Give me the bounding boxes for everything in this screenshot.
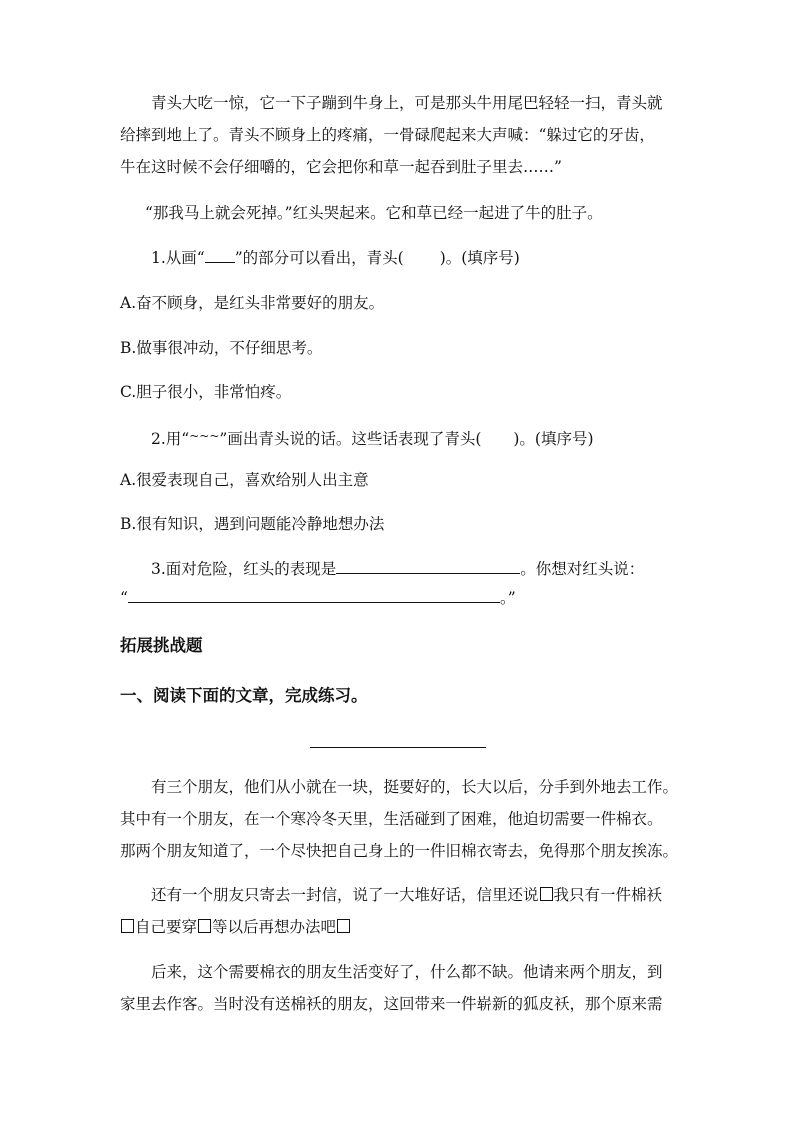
article-text: 我只有一件棉袄	[553, 886, 663, 904]
question-1-stem-b: ”的部分可以看出，青头(	[234, 249, 404, 267]
title-blank-line[interactable]	[310, 747, 486, 748]
option: B.很有知识，遇到问题能冷静地想办法	[120, 515, 385, 533]
question-1-stem-c: )。(填序号)	[439, 249, 520, 267]
question-1-stem-a: 1.从画“	[151, 249, 205, 267]
missing-punctuation-box[interactable]	[337, 919, 350, 933]
question-3	[151, 559, 644, 579]
option: A.奋不顾身，是红头非常要好的朋友。	[120, 294, 385, 312]
article-line	[120, 917, 351, 937]
option: A.很爱表现自己，喜欢给别人出主意	[120, 471, 369, 489]
story-line: 青头大吃一惊，它一下子蹦到牛身上，可是那头牛用尾巴轻轻一扫，青头就	[151, 94, 663, 112]
answer-line[interactable]	[336, 559, 520, 574]
article-line: 家里去作客。当时没有送棉袄的朋友，这回带来一件崭新的狐皮袄，那个原来需	[120, 995, 663, 1013]
answer-line[interactable]	[128, 588, 500, 603]
task-heading: 一、阅读下面的文章，完成练习。	[120, 686, 368, 705]
wavy-line-sample: ~~~	[189, 429, 220, 443]
open-quote: “	[120, 589, 128, 607]
question-3-stem-b: 。你想对红头说：	[520, 560, 645, 578]
story-line: 牛在这时候不会仔细嚼的，它会把你和草一起吞到肚子里去……”	[120, 158, 562, 176]
story-line: 给摔到地上了。青头不顾身上的疼痛，一骨碌爬起来大声喊：“躲过它的牙齿，	[120, 126, 655, 144]
question-3-answer	[120, 588, 516, 608]
question-3-stem-a: 3.面对危险，红头的表现是	[151, 560, 337, 578]
article-line	[151, 885, 662, 905]
article-line: 那两个朋友知道了，一个尽快把自己身上的一件旧棉衣寄去，免得那个朋友挨冻。	[120, 842, 679, 860]
question-2-stem-c: )。(填序号)	[513, 430, 594, 448]
question-1	[151, 248, 520, 268]
close-quote: 。”	[499, 589, 516, 607]
article-text: 等以后再想办法吧	[212, 918, 337, 936]
article-line: 有三个朋友，他们从小就在一块，挺要好的，长大以后，分手到外地去工作。	[151, 778, 679, 796]
article-text: 自己要穿	[135, 918, 198, 936]
article-line: 后来，这个需要棉衣的朋友生活变好了，什么都不缺。他请来两个朋友，到	[151, 963, 663, 981]
option: C.胆子很小，非常怕疼。	[120, 383, 292, 401]
underline-sample	[205, 248, 235, 263]
question-2	[151, 426, 594, 449]
section-heading: 拓展挑战题	[120, 636, 203, 655]
article-line: 其中有一个朋友，在一个寒冷冬天里，生活碰到了困难，他迫切需要一件棉衣。	[120, 810, 663, 828]
article-text: 还有一个朋友只寄去一封信，说了一大堆好话，信里还说	[151, 886, 539, 904]
missing-punctuation-box[interactable]	[540, 887, 553, 901]
missing-punctuation-box[interactable]	[198, 919, 211, 933]
option: B.做事很冲动，不仔细思考。	[120, 339, 323, 357]
question-2-stem-b: ”画出青头说的话。这些话表现了青头(	[219, 430, 482, 448]
missing-punctuation-box[interactable]	[121, 919, 134, 933]
story-paragraph: “那我马上就会死掉。”红头哭起来。它和草已经一起进了牛的肚子。	[145, 204, 603, 222]
question-2-stem-a: 2.用“	[151, 430, 190, 448]
